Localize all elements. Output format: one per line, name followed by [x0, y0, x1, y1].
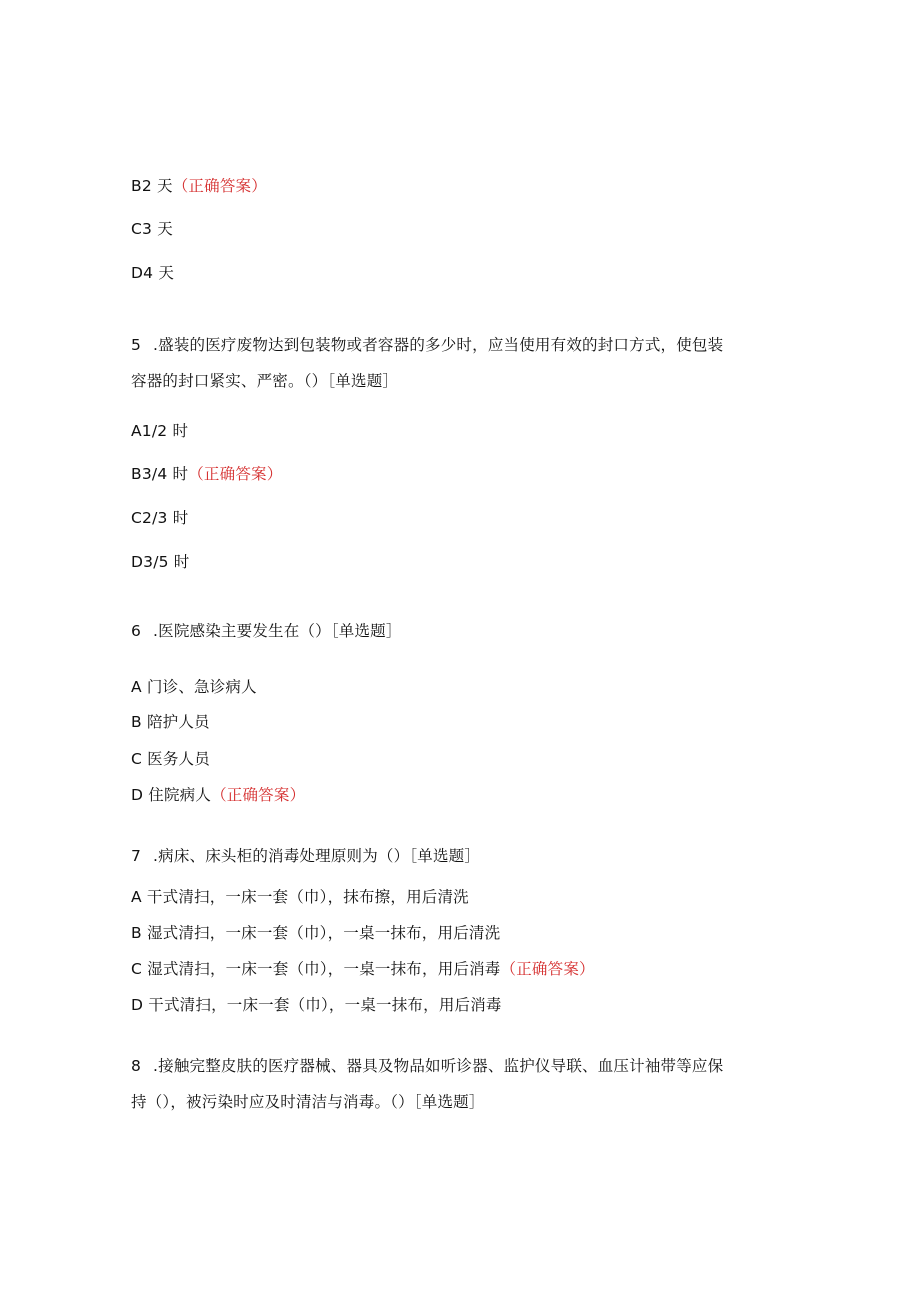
q6-text: [131, 621, 402, 641]
option-label: B3/4 时: [131, 465, 189, 483]
option-label: C 湿式清扫，一床一套（巾），一桌一抹布，用后消毒: [131, 960, 501, 978]
question-text: 持（），被污染时应及时清洁与消毒。（）［单选题］: [131, 1093, 485, 1111]
q5-text-line1: [131, 335, 723, 355]
question-text: .接触完整皮肤的医疗器械、器具及物品如听诊器、监护仪导联、血压计袖带等应保: [153, 1057, 724, 1075]
option-label: D4 天: [131, 264, 175, 282]
option-label: A 门诊、急诊病人: [131, 678, 257, 696]
q7-text: [131, 846, 480, 866]
correct-answer-mark: （正确答案）: [172, 177, 267, 195]
option-label: A1/2 时: [131, 422, 189, 440]
q7-option-a: [131, 887, 469, 907]
q5-option-c: [131, 508, 188, 528]
question-text: 容器的封口紧实、严密。（）［单选题］: [131, 372, 399, 390]
question-number: 5: [131, 336, 142, 354]
q5-option-a: [131, 421, 188, 441]
question-number: 7: [131, 847, 142, 865]
q4-option-d: [131, 263, 174, 283]
q7-option-d: [131, 995, 502, 1015]
q6-option-a: [131, 677, 257, 697]
question-text: .病床、床头柜的消毒处理原则为（）［单选题］: [153, 847, 481, 865]
q5-text-line2: [131, 371, 398, 391]
option-label: B 湿式清扫，一床一套（巾），一桌一抹布，用后清洗: [131, 924, 501, 942]
question-text: .盛装的医疗废物达到包装物或者容器的多少时，应当使用有效的封口方式，使包装: [153, 336, 724, 354]
option-label: B 陪护人员: [131, 713, 210, 731]
option-label: A 干式清扫，一床一套（巾），抹布擦，用后清洗: [131, 888, 469, 906]
option-label: D3/5 时: [131, 553, 190, 571]
question-number: 6: [131, 622, 142, 640]
option-label: D 干式清扫，一床一套（巾），一桌一抹布，用后消毒: [131, 996, 502, 1014]
q5-option-d: [131, 552, 190, 572]
option-label: D 住院病人: [131, 786, 212, 804]
option-label: C 医务人员: [131, 750, 210, 768]
q7-option-c: [131, 959, 595, 979]
q6-option-b: [131, 712, 210, 732]
option-label: C2/3 时: [131, 509, 189, 527]
q8-text-line1: [131, 1056, 723, 1076]
option-label: C3 天: [131, 220, 173, 238]
correct-answer-mark: （正确答案）: [500, 960, 595, 978]
q8-text-line2: [131, 1092, 485, 1112]
q7-option-b: [131, 923, 500, 943]
q6-option-c: [131, 749, 210, 769]
q4-option-c: [131, 219, 173, 239]
correct-answer-mark: （正确答案）: [211, 786, 306, 804]
q5-option-b: [131, 464, 282, 484]
q4-option-b: [131, 176, 267, 196]
question-number: 8: [131, 1057, 142, 1075]
q6-option-d: [131, 785, 305, 805]
option-label: B2 天: [131, 177, 173, 195]
correct-answer-mark: （正确答案）: [188, 465, 283, 483]
question-text: .医院感染主要发生在（）［单选题］: [153, 622, 402, 640]
